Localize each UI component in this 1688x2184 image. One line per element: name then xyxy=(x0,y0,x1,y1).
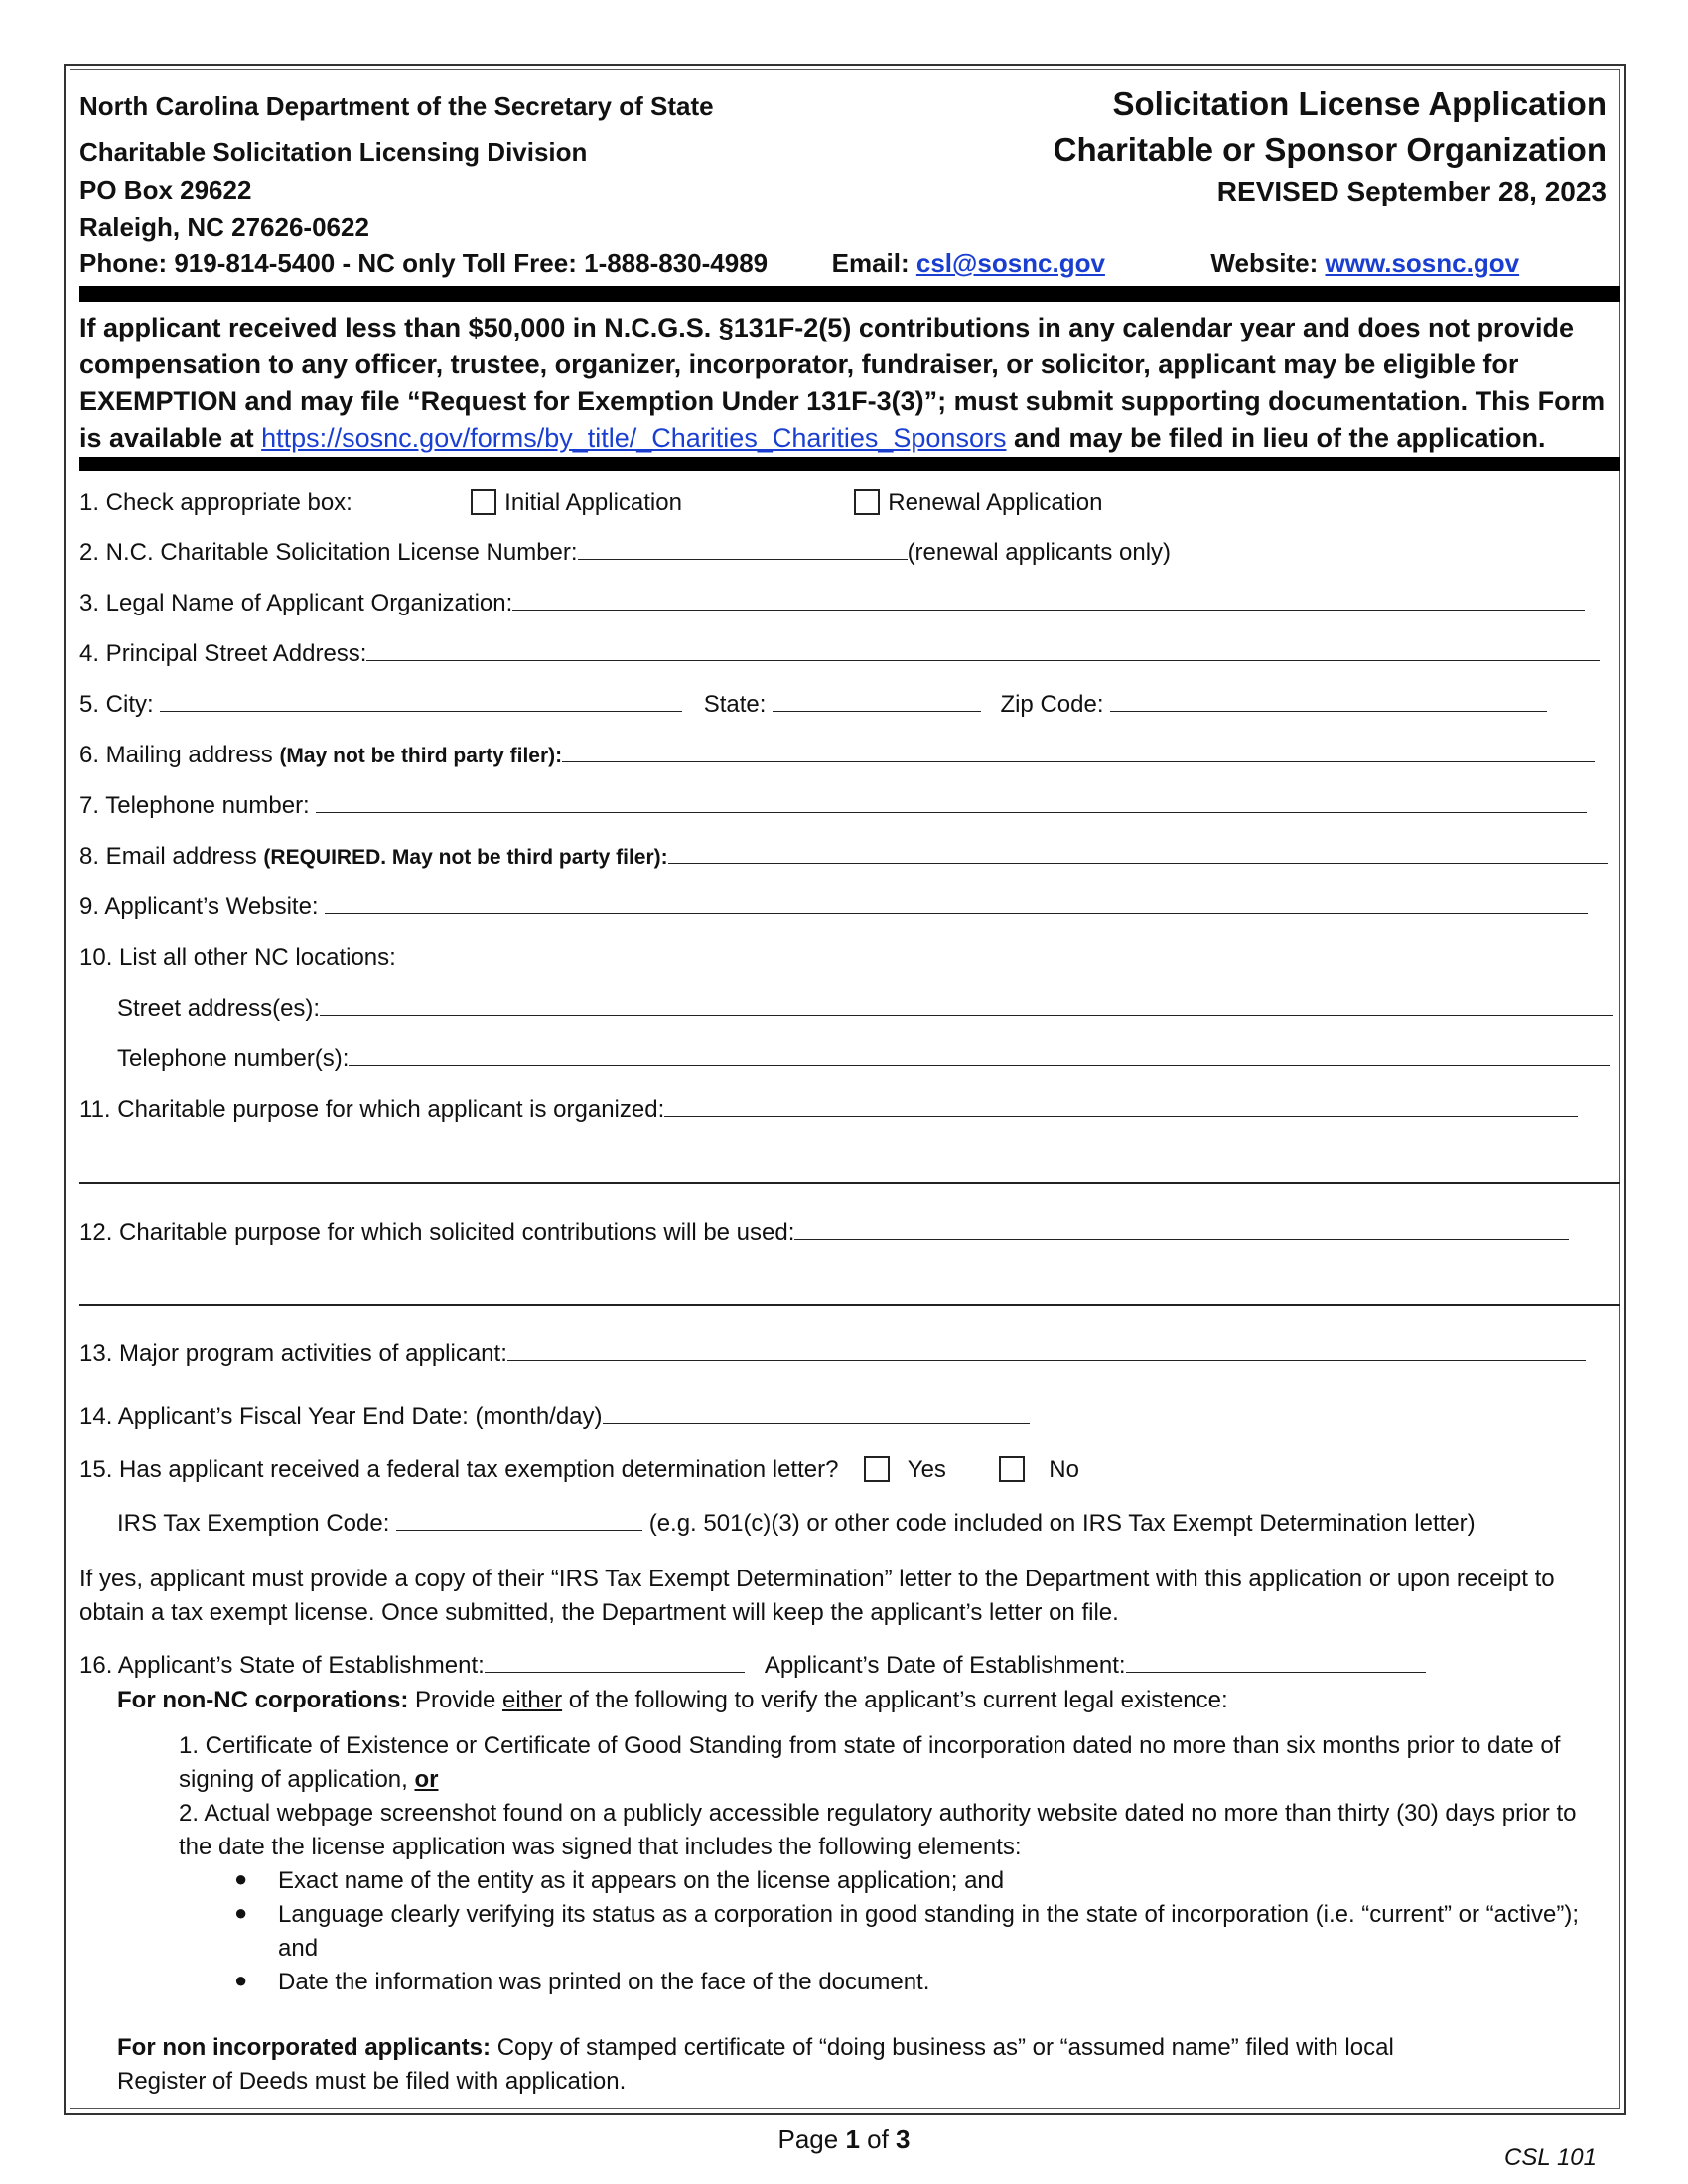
form-code: CSL 101 xyxy=(1504,2144,1597,2171)
if-yes-paragraph: If yes, applicant must provide a copy of their “IRS Tax Exempt Determination” letter to the Department with this application or upon receipt to obtain a tax exempt license. Once submitted, the Department will keep the applicant’s letter on file. xyxy=(79,1566,1555,1626)
q3-label: 3. Legal Name of Applicant Organization: xyxy=(79,590,513,616)
non-nc-text-b: of the following to verify the applicant’s current legal existence: xyxy=(562,1687,1228,1713)
q2-note: (renewal applicants only) xyxy=(907,539,1172,566)
q6-row xyxy=(79,742,1595,769)
form-subtitle: Charitable or Sponsor Organization xyxy=(1053,131,1607,168)
option-1-text: 1. Certificate of Existence or Certificate of Good Standing from state of incorporation dated no more than six months prior to date of signing of application, xyxy=(179,1732,1561,1793)
tax-exempt-yes-checkbox[interactable] xyxy=(864,1456,890,1482)
exemption-notice xyxy=(79,310,1620,457)
q9-row xyxy=(79,893,1588,921)
date-of-establishment-field[interactable] xyxy=(1126,1652,1426,1673)
fiscal-year-end-field[interactable] xyxy=(603,1403,1030,1424)
state-field[interactable] xyxy=(773,691,981,712)
q13-label: 13. Major program activities of applicant: xyxy=(79,1340,507,1367)
q12-label: 12. Charitable purpose for which solicited contributions will be used: xyxy=(79,1219,795,1246)
q14-label: 14. Applicant’s Fiscal Year End Date: (month/day) xyxy=(79,1403,603,1430)
page-total: 3 xyxy=(896,2124,911,2154)
city-field[interactable] xyxy=(160,691,682,712)
non-incorporated-heading: For non incorporated applicants: xyxy=(117,2034,492,2061)
q3-row xyxy=(79,590,1585,617)
page-current: 1 xyxy=(845,2124,860,2154)
telephone-field[interactable] xyxy=(316,792,1587,813)
header-address-block xyxy=(79,87,714,246)
non-nc-either: either xyxy=(502,1687,563,1713)
q11-row xyxy=(79,1096,1578,1124)
non-nc-text-a: Provide xyxy=(408,1687,503,1713)
bullet-dot: ● xyxy=(234,1900,248,1925)
website-link[interactable]: www.sosnc.gov xyxy=(1325,248,1520,278)
q11-label: 11. Charitable purpose for which applicant is organized: xyxy=(79,1096,665,1123)
irs-code-label: IRS Tax Exemption Code: xyxy=(117,1510,390,1537)
q10-phone-row xyxy=(117,1045,1610,1073)
q10-street-row xyxy=(117,995,1613,1023)
q12-row xyxy=(79,1219,1569,1247)
q16-state-label: 16. Applicant’s State of Establishment: xyxy=(79,1652,485,1679)
q4-row xyxy=(79,640,1600,668)
q10-phone-label: Telephone number(s): xyxy=(117,1045,350,1072)
q10-street-label: Street address(es): xyxy=(117,995,321,1022)
irs-code-note: (e.g. 501(c)(3) or other code included on IRS Tax Exempt Determination letter) xyxy=(648,1510,1476,1537)
page-label: Page xyxy=(777,2124,846,2154)
notice-text: If applicant received less than $50,000 in N.C.G.S. §131F-2(5) contributions in any calendar year and does not provide compensation to any officer, trustee, organizer, incorporator, fundraiser, or solicitor, applicant may be eligible for EXEMPTION and may file “Request for Exemption Under 131F-3(3)”; must submit supporting documentation. This Form is available at xyxy=(79,313,1606,453)
non-nc-heading: For non-NC corporations: xyxy=(117,1687,409,1713)
q6-note: (May not be third party filer): xyxy=(279,745,563,767)
irs-code-row xyxy=(117,1510,1476,1538)
page-number xyxy=(0,2124,1688,2155)
q16-row xyxy=(79,1652,1426,1680)
other-phone-field[interactable] xyxy=(349,1045,1610,1066)
option-1 xyxy=(179,1729,1589,1797)
option-2-text: 2. Actual webpage screenshot found on a publicly accessible regulatory authority website dated no more than thirty (30) days prior to the date the license application was signed that includes the following elements: xyxy=(179,1800,1577,1860)
q8-note: (REQUIRED. May not be third party filer): xyxy=(263,846,668,869)
q14-row xyxy=(79,1403,1030,1431)
city-state-zip: Raleigh, NC 27626-0622 xyxy=(79,212,369,242)
q1-row xyxy=(79,489,1102,517)
website-label: Website: xyxy=(1210,248,1326,278)
street-address-field[interactable] xyxy=(366,640,1600,661)
q10-label: 10. List all other NC locations: xyxy=(79,944,396,971)
renewal-application-label: Renewal Application xyxy=(888,489,1103,516)
division-name: Charitable Solicitation Licensing Division xyxy=(79,137,588,167)
notice-tail: and may be filed in lieu of the application. xyxy=(1006,423,1546,453)
zip-label: Zip Code: xyxy=(1000,691,1104,718)
bullet-item: Language clearly verifying its status as a corporation in good standing in the state of incorporation (i.e. “current” or “active”); and xyxy=(278,1901,1580,1962)
phone-info: Phone: 919-814-5400 - NC only Toll Free: 1-888-830-4989 xyxy=(79,248,769,278)
notice-link[interactable]: https://sosnc.gov/forms/by_title/_Charities_Charities_Sponsors xyxy=(261,423,1007,453)
q7-label: 7. Telephone number: xyxy=(79,792,310,819)
q9-label: 9. Applicant’s Website: xyxy=(79,893,319,920)
q8-label: 8. Email address xyxy=(79,843,264,870)
header-title-block xyxy=(1054,81,1607,210)
bullet-item: Exact name of the entity as it appears on the license application; and xyxy=(278,1867,1005,1894)
form-title: Solicitation License Application xyxy=(1112,85,1607,122)
department-name: North Carolina Department of the Secretary of State xyxy=(79,91,714,121)
q8-row xyxy=(79,843,1608,871)
bullet-dot: ● xyxy=(234,1866,248,1891)
q16-date-label: Applicant’s Date of Establishment: xyxy=(764,1652,1126,1679)
contribution-purpose-line2[interactable] xyxy=(79,1304,1620,1306)
other-street-field[interactable] xyxy=(320,995,1613,1016)
q15-label: 15. Has applicant received a federal tax exemption determination letter? xyxy=(79,1456,839,1483)
q2-row xyxy=(79,539,1171,567)
email-label: Email: xyxy=(831,248,916,278)
irs-code-field[interactable] xyxy=(396,1510,642,1531)
license-number-field[interactable] xyxy=(578,539,908,560)
tax-exempt-no-label: No xyxy=(1049,1456,1079,1483)
q5-row xyxy=(79,691,1547,719)
q10-row xyxy=(79,944,396,972)
initial-application-label: Initial Application xyxy=(504,489,682,516)
tax-exempt-no-checkbox[interactable] xyxy=(999,1456,1025,1482)
q4-label: 4. Principal Street Address: xyxy=(79,640,367,667)
page-of: of xyxy=(859,2124,897,2154)
organized-purpose-line2[interactable] xyxy=(79,1182,1620,1184)
renewal-application-checkbox[interactable] xyxy=(854,489,880,515)
q13-row xyxy=(79,1340,1586,1368)
revised-date: REVISED September 28, 2023 xyxy=(1216,176,1607,206)
non-incorporated-text: Copy of stamped certificate of “doing business as” or “assumed name” filed with local Register of Deeds must be filed with application. xyxy=(117,2034,1394,2095)
organized-purpose-field[interactable] xyxy=(664,1096,1578,1117)
mailing-address-field[interactable] xyxy=(562,742,1595,762)
q2-label: 2. N.C. Charitable Solicitation License Number: xyxy=(79,539,578,566)
zip-field[interactable] xyxy=(1110,691,1547,712)
state-label: State: xyxy=(703,691,767,718)
initial-application-checkbox[interactable] xyxy=(471,489,496,515)
option-1-or: or xyxy=(414,1766,439,1793)
divider-bar-top xyxy=(79,286,1620,302)
po-box: PO Box 29622 xyxy=(79,175,252,205)
website-field[interactable] xyxy=(325,893,1588,914)
legal-name-field[interactable] xyxy=(512,590,1585,611)
program-activities-field[interactable] xyxy=(507,1340,1586,1361)
bullet-item: Date the information was printed on the face of the document. xyxy=(278,1969,930,1995)
contact-line xyxy=(79,248,1519,279)
tax-exempt-yes-label: Yes xyxy=(907,1456,946,1483)
non-nc-row xyxy=(117,1687,1228,1714)
q15-row xyxy=(79,1456,1079,1484)
state-of-establishment-field[interactable] xyxy=(485,1652,745,1673)
q6-label: 6. Mailing address xyxy=(79,742,280,768)
email-field[interactable] xyxy=(668,843,1608,864)
city-label: 5. City: xyxy=(79,691,154,718)
q1-label: 1. Check appropriate box: xyxy=(79,489,352,516)
bullet-dot: ● xyxy=(234,1968,248,1992)
q7-row xyxy=(79,792,1587,820)
email-link[interactable]: csl@sosnc.gov xyxy=(915,248,1105,278)
contribution-purpose-field[interactable] xyxy=(794,1219,1569,1240)
divider-bar-bottom xyxy=(79,457,1620,471)
non-incorporated-paragraph xyxy=(117,2031,1487,2099)
